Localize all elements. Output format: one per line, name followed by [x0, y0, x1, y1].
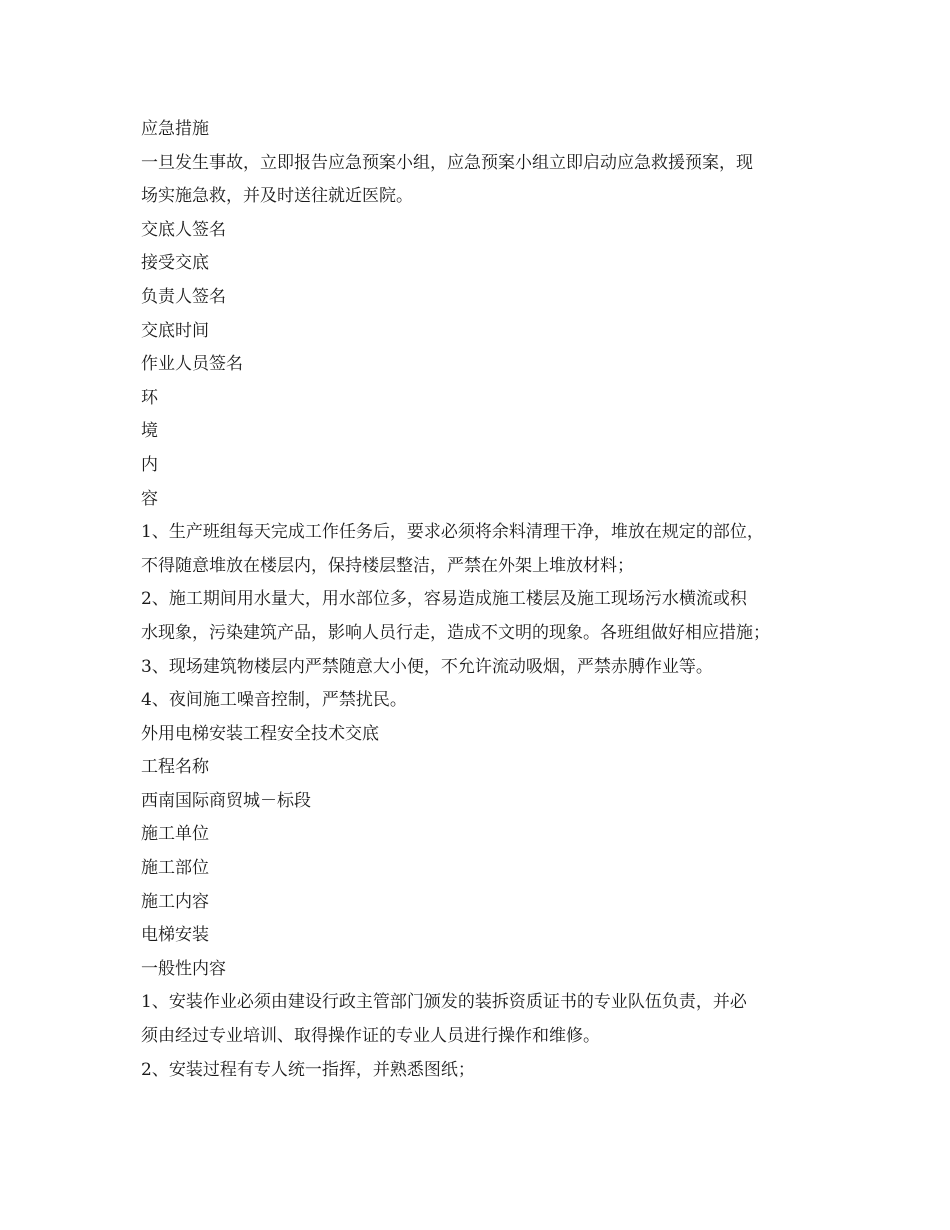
text-line: 3、现场建筑物楼层内严禁随意大小便，不允许流动吸烟，严禁赤膊作业等。: [141, 656, 713, 677]
label-construction-unit: 施工单位: [141, 824, 209, 845]
document-page: [141, 113, 821, 1087]
section-heading-emergency-measures: 应急措施: [141, 119, 209, 139]
label-worker-signature: 作业人员签名: [141, 354, 243, 375]
text-line: 2、施工期间用水量大，用水部位多，容易造成施工楼层及施工现场污水横流或积: [141, 589, 747, 610]
text-line: 场实施急救，并及时送往就近医院。: [141, 186, 413, 207]
label-briefer-signature: 交底人签名: [141, 219, 226, 240]
value-construction-content: 电梯安装: [141, 925, 209, 946]
text-line: 水现象，污染建筑产品，影响人员行走，造成不文明的现象。各班组做好相应措施；: [141, 622, 770, 643]
text-line: 1、安装作业必须由建设行政主管部门颁发的装拆资质证书的专业队伍负责，并必: [141, 992, 747, 1013]
label-content-char: 内: [141, 454, 158, 475]
label-construction-area: 施工部位: [141, 858, 209, 879]
text-line: 2、安装过程有专人统一指挥，并熟悉图纸；: [141, 1059, 475, 1080]
label-content-char: 容: [141, 488, 158, 509]
label-construction-content: 施工内容: [141, 891, 209, 912]
text-line: 不得随意堆放在楼层内，保持楼层整洁，严禁在外架上堆放材料；: [141, 555, 634, 576]
label-responsible-signature: 负责人签名: [141, 286, 226, 307]
section-heading-elevator-safety: 外用电梯安装工程安全技术交底: [141, 723, 379, 744]
section-heading-general-content: 一般性内容: [141, 958, 226, 979]
label-briefing-time: 交底时间: [141, 320, 209, 341]
label-environment-char: 环: [141, 387, 158, 408]
label-environment-char: 境: [141, 421, 158, 442]
label-project-name: 工程名称: [141, 757, 209, 778]
text-line: 1、生产班组每天完成工作任务后，要求必须将余料清理干净，堆放在规定的部位，: [141, 522, 764, 543]
text-line: 一旦发生事故，立即报告应急预案小组，应急预案小组立即启动应急救援预案，现: [141, 152, 753, 173]
label-receive-briefing: 接受交底: [141, 253, 209, 274]
text-line: 4、夜间施工噪音控制，严禁扰民。: [141, 690, 407, 711]
text-line: 须由经过专业培训、取得操作证的专业人员进行操作和维修。: [141, 1026, 600, 1047]
value-project-name: 西南国际商贸城－标段: [141, 790, 311, 811]
